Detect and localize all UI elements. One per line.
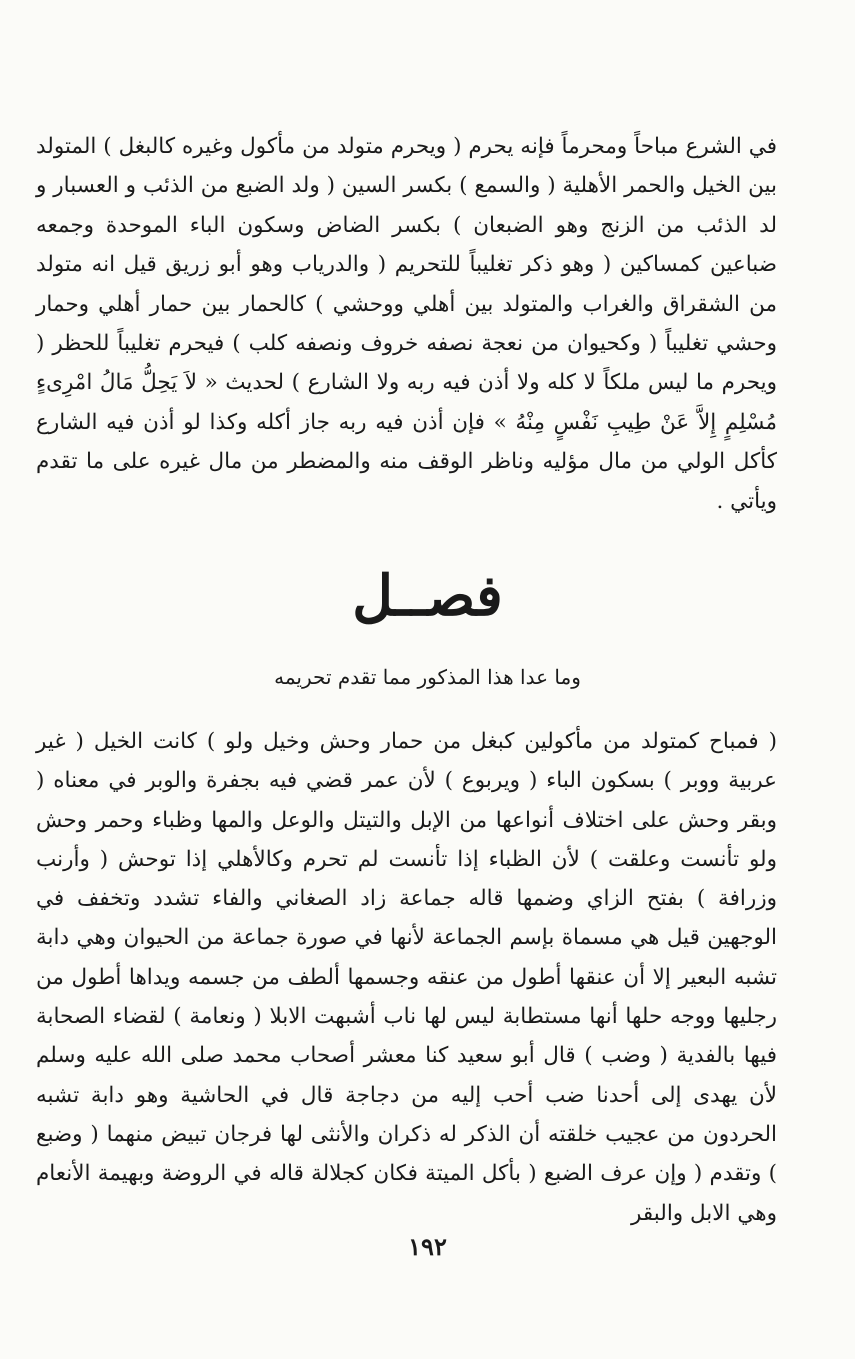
section-heading: فصــل [352, 563, 503, 629]
page-number: ١٩٢ [408, 1232, 447, 1261]
body-paragraph-1: في الشرع مباحاً ومحرماً فإنه يحرم ( ويحرم متولد من مأكول وغيره كالبغل ) المتولد بين الخيل والحمر الأهلية ( والسمع ) بكسر السين ( ولد الضبع من الذئب و العسبار و لد الذئب من الزنج وهو الضبعان ) بكسر الضاض وسكون الباء الموحدة وجمعه ضباعين كمساكين ( وهو ذكر تغليباً للتحريم ( والدرياب وهو أبو زريق قيل انه متولد من الشقراق والغراب والمتولد بين أهلي ووحشي ) كالحمار بين حمار أهلي وحمار وحشي تغليباً ( وكحيوان من نعجة نصفه خروف ونصفه كلب ) فيحرم تغليباً للحظر ( ويحرم ما ليس ملكاً لا كله ولا أذن فيه ربه ولا الشارع ) لحديث « لاَ يَحِلُّ مَالُ امْرِىءٍ مُسْلِمٍ إِلاَّ عَنْ طِيبِ نَفْسٍ مِنْهُ » فإن أذن فيه ربه جاز أكله وكذا لو أذن فيه الشارع كأكل الولي من مال مؤليه وناظر الوقف منه والمضطر من مال غيره على ما تقدم ويأتي . [36, 134, 777, 514]
section-subtitle: وما عدا هذا المذكور مما تقدم تحريمه [274, 665, 581, 689]
body-paragraph-2: ( فمباح كمتولد من مأكولين كبغل من حمار وحش وخيل ولو ) كانت الخيل ( غير عربية ووبر ) بسكون الباء ( ويربوع ) لأن عمر قضي فيه بجفرة والوبر في معناه ( وبقر وحش على اختلاف أنواعها من الإبل والتيتل والوعل والمها وظباء وحمر وحش ولو تأنست وعلقت ) لأن الظباء إذا تأنست لم تحرم وكالأهلي إذا توحش ( وأرنب وزرافة ) بفتح الزاي وضمها قاله جماعة زاد الصغاني والفاء تشدد وتخفف في الوجهين قيل هي مسماة بإسم الجماعة لأنها في صورة جماعة من الحيوان وهي دابة تشبه البعير إلا أن عنقها أطول من عنقه وجسمها ألطف من جسمه ويداها أطول من رجليها ووجه حلها أنها مستطابة ليس لها ناب أشبهت الابلا ( ونعامة ) لقضاء الصحابة فيها بالفدية ( وضب ) قال أبو سعيد كنا معشر أصحاب محمد صلى الله عليه وسلم لأن يهدى إلى أحدنا ضب أحب إليه من دجاجة قال في الحاشية وهو دابة تشبه الحردون من عجيب خلقته أن الذكر له ذكران والأنثى لها فرجان تبيض منهما ( وضبع ) وتقدم ( وإن عرف الضبع ( بأكل الميتة فكان كجلالة قاله في الروضة وبهيمة الأنعام وهي الابل والبقر [36, 729, 777, 1226]
